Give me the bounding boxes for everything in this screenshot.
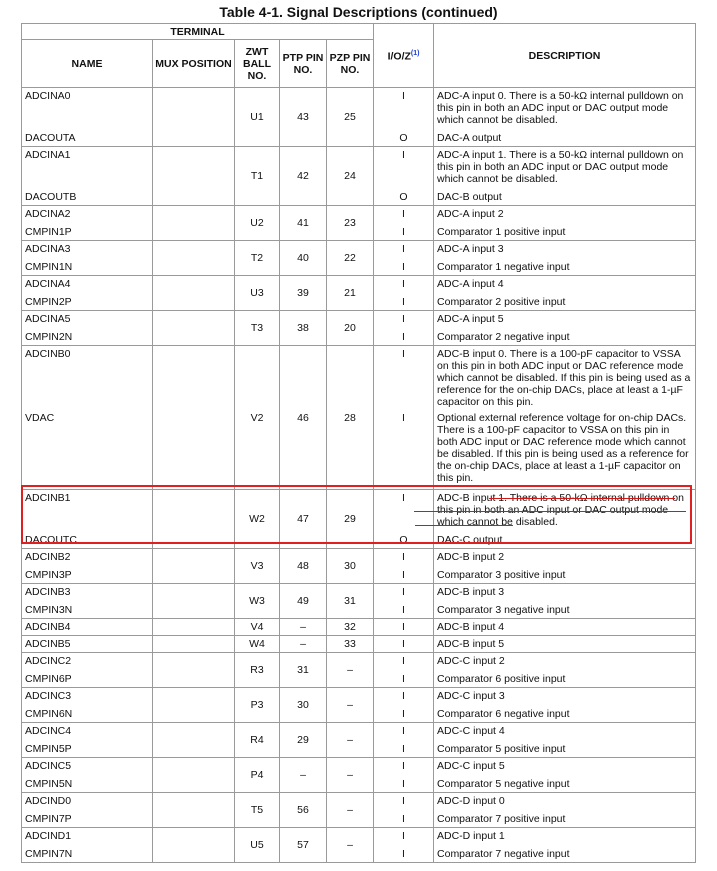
description-cell <box>434 241 696 276</box>
footnote-ref[interactable]: (1) <box>410 50 420 58</box>
pzp-pin-cell: 25 <box>327 88 374 147</box>
description-cell <box>434 206 696 241</box>
io-cell <box>374 241 434 276</box>
signal-descriptions-table <box>21 23 696 863</box>
zwt-ball-cell: U3 <box>235 276 280 311</box>
mux-position-cell <box>153 490 235 549</box>
pzp-pin-cell: 33 <box>327 636 374 653</box>
io-value: I <box>402 725 405 737</box>
name-cell <box>22 828 153 863</box>
table-row <box>22 828 696 863</box>
zwt-ball-cell: W4 <box>235 636 280 653</box>
description-text: ADC-A input 0. There is a 50-kΩ internal pulldown on this pin in both an ADC input or DAC output mode which cannot be disabled. <box>437 90 684 126</box>
signal-name: CMPIN7P <box>25 812 72 825</box>
description-text: ADC-A input 1. There is a 50-kΩ internal pulldown on this pin in both an ADC input or DAC output mode which cannot be disabled. <box>437 149 684 185</box>
io-value: I <box>402 551 405 563</box>
io-cell <box>374 147 434 206</box>
io-value: O <box>399 131 408 144</box>
pzp-pin-cell: 22 <box>327 241 374 276</box>
table-row <box>22 549 696 584</box>
description-text: ADC-C input 3 <box>437 690 505 702</box>
io-cell <box>374 688 434 723</box>
zwt-ball-cell: T1 <box>235 147 280 206</box>
name-cell <box>22 549 153 584</box>
description-text: Optional external reference voltage for on-chip DACs. There is a 100-pF capacitor to VSSA on this pin in both ADC input or DAC reference mode which cannot be disabled. If this pin is being used as a reference for the on-chip DACs, place at least a 1-µF capacitor on this pin. <box>437 412 689 484</box>
zwt-ball-cell: T5 <box>235 793 280 828</box>
table-row <box>22 636 696 653</box>
ptp-pin-cell: 47 <box>280 490 327 549</box>
mux-position-cell <box>153 311 235 346</box>
description-cell <box>434 723 696 758</box>
description-text: Comparator 5 negative input <box>437 778 570 790</box>
description-cell <box>434 636 696 653</box>
pzp-pin-cell: – <box>327 828 374 863</box>
io-cell <box>374 723 434 758</box>
zwt-ball-cell: T2 <box>235 241 280 276</box>
table-row <box>22 206 696 241</box>
io-cell <box>374 549 434 584</box>
mux-position-cell <box>153 688 235 723</box>
io-cell <box>374 88 434 147</box>
description-cell <box>434 276 696 311</box>
io-value: I <box>402 742 405 755</box>
ptp-pin-cell: 57 <box>280 828 327 863</box>
signal-name: ADCINC5 <box>25 760 72 772</box>
signal-name: VDAC <box>25 412 55 424</box>
signal-name: ADCINA3 <box>25 243 71 255</box>
io-cell <box>374 490 434 549</box>
description-text: ADC-B input 3 <box>437 586 505 598</box>
description-text: ADC-B input 2 <box>437 551 505 563</box>
signal-name: ADCIND0 <box>25 795 72 807</box>
io-cell <box>374 311 434 346</box>
ptp-pin-cell: 29 <box>280 723 327 758</box>
ptp-pin-cell: 48 <box>280 549 327 584</box>
pzp-pin-cell: 20 <box>327 311 374 346</box>
io-value: I <box>402 830 405 842</box>
ptp-pin-cell: – <box>280 636 327 653</box>
zwt-ball-cell: V2 <box>235 346 280 490</box>
mux-position-cell <box>153 653 235 688</box>
io-value: I <box>402 638 405 650</box>
io-value: I <box>402 313 405 325</box>
io-cell <box>374 206 434 241</box>
pzp-pin-cell: 23 <box>327 206 374 241</box>
io-value: I <box>402 760 405 772</box>
table-row <box>22 346 696 490</box>
io-cell <box>374 276 434 311</box>
description-text: ADC-C input 4 <box>437 725 505 737</box>
mux-position-cell <box>153 828 235 863</box>
zwt-ball-cell: W2 <box>235 490 280 549</box>
signal-name: ADCINA2 <box>25 208 71 220</box>
pzp-pin-cell: – <box>327 723 374 758</box>
description-text: ADC-C input 2 <box>437 655 505 667</box>
description-text: Comparator 6 negative input <box>437 708 570 720</box>
description-cell <box>434 147 696 206</box>
io-value: O <box>399 533 408 546</box>
description-text: ADC-B input 1. There is a 50-kΩ internal pulldown on this pin in both an ADC input or DAC output mode which cannot be disabled. <box>437 492 684 528</box>
signal-name: DACOUTB <box>25 190 77 203</box>
description-text: ADC-A input 3 <box>437 243 504 255</box>
signal-name: ADCINC2 <box>25 655 72 667</box>
table-row <box>22 619 696 636</box>
io-cell <box>374 653 434 688</box>
description-text: Comparator 3 negative input <box>437 604 570 616</box>
description-text: ADC-D input 1 <box>437 830 505 842</box>
zwt-ball-cell: R4 <box>235 723 280 758</box>
signal-name: ADCINC4 <box>25 725 72 737</box>
description-text: DAC-C output <box>437 534 503 546</box>
name-cell <box>22 276 153 311</box>
description-text: ADC-C input 5 <box>437 760 505 772</box>
mux-position-cell <box>153 206 235 241</box>
table-row <box>22 758 696 793</box>
description-text: ADC-B input 5 <box>437 638 505 650</box>
description-text: Comparator 1 negative input <box>437 261 570 273</box>
signal-name: ADCINB1 <box>25 492 71 504</box>
ptp-pin-cell: 40 <box>280 241 327 276</box>
ptp-pin-cell: 30 <box>280 688 327 723</box>
io-cell <box>374 758 434 793</box>
io-cell <box>374 619 434 636</box>
signal-name: CMPIN7N <box>25 847 73 860</box>
description-cell <box>434 88 696 147</box>
pzp-pin-cell: 24 <box>327 147 374 206</box>
signal-name: CMPIN3N <box>25 603 73 616</box>
io-value: I <box>402 330 405 343</box>
description-cell <box>434 619 696 636</box>
description-text: Comparator 2 negative input <box>437 331 570 343</box>
description-text: ADC-A input 5 <box>437 313 504 325</box>
io-value: I <box>402 847 405 860</box>
io-cell <box>374 828 434 863</box>
name-cell <box>22 653 153 688</box>
zwt-ball-cell: U1 <box>235 88 280 147</box>
io-value: I <box>402 492 405 504</box>
ptp-pin-cell: – <box>280 619 327 636</box>
description-text: ADC-B input 4 <box>437 621 505 633</box>
description-cell <box>434 584 696 619</box>
io-cell <box>374 793 434 828</box>
name-cell <box>22 619 153 636</box>
name-cell <box>22 88 153 147</box>
table-row <box>22 793 696 828</box>
description-text: Comparator 7 negative input <box>437 848 570 860</box>
description-cell <box>434 653 696 688</box>
zwt-ball-cell: V4 <box>235 619 280 636</box>
pzp-pin-cell: 32 <box>327 619 374 636</box>
description-cell <box>434 793 696 828</box>
pzp-pin-cell: – <box>327 653 374 688</box>
io-value: I <box>402 260 405 273</box>
name-cell <box>22 723 153 758</box>
signal-name: ADCINB4 <box>25 621 71 633</box>
table-row <box>22 584 696 619</box>
description-text: ADC-D input 0 <box>437 795 505 807</box>
io-value: I <box>402 90 405 102</box>
zwt-ball-cell: V3 <box>235 549 280 584</box>
name-cell <box>22 793 153 828</box>
signal-name: DACOUTC <box>25 533 77 546</box>
ioz-header: $I/O/Z^{(1)}$ <box>374 24 434 88</box>
mux-position-cell <box>153 549 235 584</box>
name-header: NAME <box>22 40 153 88</box>
signal-name: CMPIN5P <box>25 742 72 755</box>
pzp-pin-cell: 28 <box>327 346 374 490</box>
name-cell <box>22 688 153 723</box>
description-text: Comparator 3 positive input <box>437 569 566 581</box>
pzp-pin-cell: 30 <box>327 549 374 584</box>
ptp-pin-cell: – <box>280 758 327 793</box>
pzp-pin-cell: – <box>327 793 374 828</box>
name-cell <box>22 636 153 653</box>
io-cell <box>374 636 434 653</box>
underline-mark <box>414 511 686 512</box>
table-row <box>22 88 696 147</box>
zwt-ball-header: ZWT BALL NO. <box>235 40 280 88</box>
description-text: Comparator 7 positive input <box>437 813 566 825</box>
pzp-pin-header: PZP PIN NO. <box>327 40 374 88</box>
io-value: I <box>402 621 405 633</box>
zwt-ball-cell: P4 <box>235 758 280 793</box>
description-cell <box>434 828 696 863</box>
ptp-pin-cell: 56 <box>280 793 327 828</box>
io-value: I <box>402 568 405 581</box>
terminal-header: TERMINAL <box>22 24 374 40</box>
pzp-pin-cell: – <box>327 688 374 723</box>
mux-position-cell <box>153 793 235 828</box>
signal-name: CMPIN1P <box>25 225 72 238</box>
io-value: I <box>402 795 405 807</box>
description-text: ADC-A input 2 <box>437 208 504 220</box>
io-value: I <box>402 225 405 238</box>
name-cell <box>22 584 153 619</box>
signal-name: ADCINA5 <box>25 313 71 325</box>
signal-name: ADCINB5 <box>25 638 71 650</box>
table-row <box>22 723 696 758</box>
io-value: I <box>402 603 405 616</box>
ptp-pin-cell: 38 <box>280 311 327 346</box>
table-row <box>22 688 696 723</box>
name-cell <box>22 147 153 206</box>
io-value: I <box>402 586 405 598</box>
ptp-pin-cell: 43 <box>280 88 327 147</box>
mux-position-cell <box>153 758 235 793</box>
description-cell <box>434 549 696 584</box>
mux-position-cell <box>153 276 235 311</box>
table-row <box>22 241 696 276</box>
zwt-ball-cell: T3 <box>235 311 280 346</box>
mux-position-cell <box>153 619 235 636</box>
table-row <box>22 311 696 346</box>
mux-position-cell <box>153 723 235 758</box>
io-value: I <box>402 412 405 424</box>
table-row <box>22 653 696 688</box>
description-text: Comparator 6 positive input <box>437 673 566 685</box>
io-value: I <box>402 690 405 702</box>
io-value: I <box>402 149 405 161</box>
signal-name: CMPIN6P <box>25 672 72 685</box>
table-row <box>22 276 696 311</box>
name-cell <box>22 346 153 490</box>
io-value: I <box>402 707 405 720</box>
signal-name: ADCINA0 <box>25 90 71 102</box>
io-value: O <box>399 190 408 203</box>
name-cell <box>22 241 153 276</box>
signal-name: ADCIND1 <box>25 830 72 842</box>
description-text: Comparator 5 positive input <box>437 743 566 755</box>
description-cell <box>434 346 696 490</box>
signal-name: CMPIN2N <box>25 330 73 343</box>
signal-name: CMPIN2P <box>25 295 72 308</box>
signal-name: ADCINA4 <box>25 278 71 290</box>
io-cell <box>374 584 434 619</box>
zwt-ball-cell: P3 <box>235 688 280 723</box>
signal-name: ADCINA1 <box>25 149 71 161</box>
io-value: I <box>402 278 405 290</box>
signal-name: CMPIN6N <box>25 707 73 720</box>
ptp-pin-cell: 31 <box>280 653 327 688</box>
signal-name: DACOUTA <box>25 131 76 144</box>
table-title: Table 4-1. Signal Descriptions (continued) <box>219 4 498 20</box>
mux-position-cell <box>153 584 235 619</box>
pzp-pin-cell: – <box>327 758 374 793</box>
description-cell <box>434 311 696 346</box>
name-cell <box>22 490 153 549</box>
name-cell <box>22 311 153 346</box>
mux-position-cell <box>153 241 235 276</box>
table-row <box>22 147 696 206</box>
signal-name: ADCINB0 <box>25 348 71 360</box>
signal-name: ADCINC3 <box>25 690 72 702</box>
zwt-ball-cell: W3 <box>235 584 280 619</box>
underline-mark <box>489 498 675 499</box>
underline-mark <box>415 525 513 526</box>
name-cell <box>22 758 153 793</box>
ptp-pin-cell: 39 <box>280 276 327 311</box>
io-value: I <box>402 777 405 790</box>
ptp-pin-header: PTP PIN NO. <box>280 40 327 88</box>
name-cell <box>22 206 153 241</box>
ptp-pin-cell: 42 <box>280 147 327 206</box>
io-value: I <box>402 348 405 360</box>
mux-position-header: MUX POSITION <box>153 40 235 88</box>
mux-position-cell <box>153 88 235 147</box>
description-text: Comparator 2 positive input <box>437 296 566 308</box>
signal-name: ADCINB2 <box>25 551 71 563</box>
io-value: I <box>402 208 405 220</box>
mux-position-cell <box>153 346 235 490</box>
description-text: DAC-B output <box>437 191 502 203</box>
description-text: DAC-A output <box>437 132 502 144</box>
ptp-pin-cell: 49 <box>280 584 327 619</box>
io-value: I <box>402 655 405 667</box>
io-value: I <box>402 243 405 255</box>
pzp-pin-cell: 31 <box>327 584 374 619</box>
description-cell <box>434 688 696 723</box>
description-cell <box>434 758 696 793</box>
signal-name: CMPIN1N <box>25 260 73 273</box>
zwt-ball-cell: U5 <box>235 828 280 863</box>
signal-name: ADCINB3 <box>25 586 71 598</box>
description-text: ADC-A input 4 <box>437 278 504 290</box>
zwt-ball-cell: R3 <box>235 653 280 688</box>
description-text: ADC-B input 0. There is a 100-pF capacitor to VSSA on this pin in both ADC input or DAC reference mode which cannot be disabled. If this pin is being used as a reference for the on-chip DACs, place at least a 1-µF capacitor on this pin. <box>437 348 691 408</box>
io-cell <box>374 346 434 490</box>
mux-position-cell <box>153 147 235 206</box>
io-value: I <box>402 812 405 825</box>
mux-position-cell <box>153 636 235 653</box>
pzp-pin-cell: 29 <box>327 490 374 549</box>
zwt-ball-cell: U2 <box>235 206 280 241</box>
io-value: I <box>402 672 405 685</box>
signal-name: CMPIN3P <box>25 568 72 581</box>
description-header: DESCRIPTION <box>434 24 696 88</box>
ptp-pin-cell: 41 <box>280 206 327 241</box>
pzp-pin-cell: 21 <box>327 276 374 311</box>
description-text: Comparator 1 positive input <box>437 226 566 238</box>
ptp-pin-cell: 46 <box>280 346 327 490</box>
signal-name: CMPIN5N <box>25 777 73 790</box>
io-value: I <box>402 295 405 308</box>
